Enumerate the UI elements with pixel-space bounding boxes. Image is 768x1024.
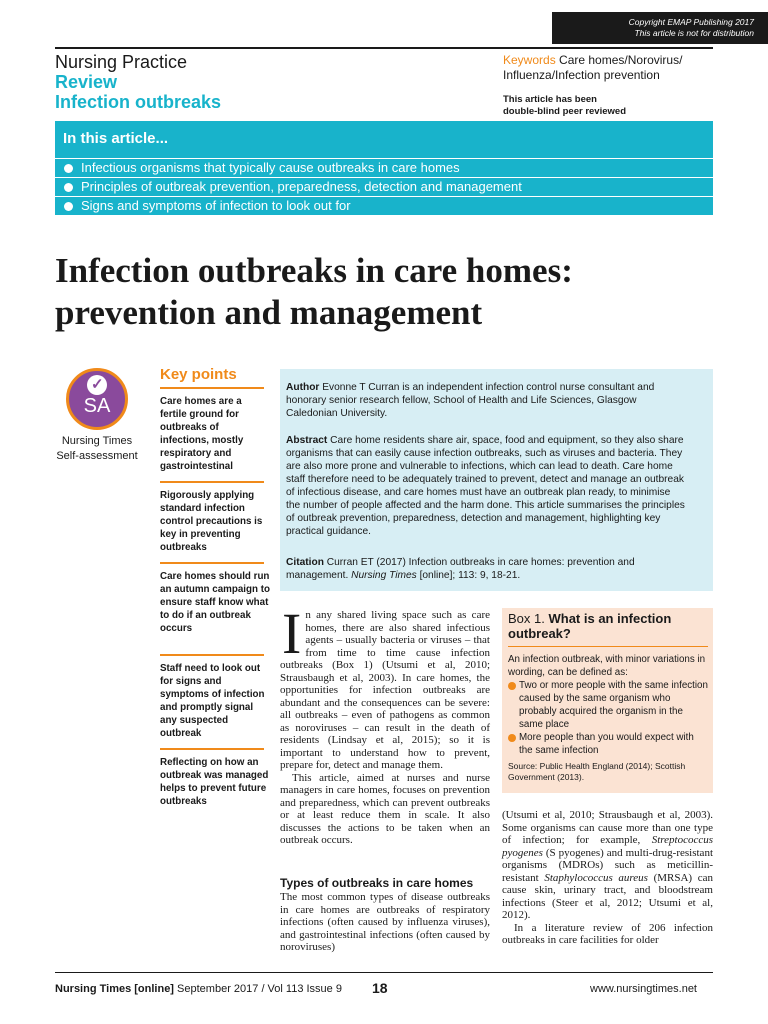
body-paragraph-1: outbreaks (Box 1) (Utsumi et al, 2010; Strausbaugh et al, 2003). In care homes, the opportunities for infection outbreaks are abundant and the consequences can be severe: all outbreaks – even of pathogens as common as noroviruses – can result in the death of residents (Lindsay et al, 2015); so it is important to understand how to prevent, prepare for, detect and manage them. <box>280 659 490 771</box>
body-paragraph-1-lead: n any shared living space such as care homes, there are also shared infectious agents – usually bacteria or viruses – that from time to time cause infection <box>305 609 490 659</box>
author-paragraph <box>286 381 686 420</box>
bullet-icon <box>508 734 516 742</box>
box-1-bullet: Two or more people with the same infection caused by the same organism who probably acquired the organism in the same place <box>519 680 708 730</box>
bullet-icon <box>508 682 516 690</box>
in-article-item <box>55 196 713 215</box>
box-1-divider <box>508 646 708 647</box>
citation-text: Curran ET (2017) Infection outbreaks in care homes: prevention and management. <box>286 557 635 581</box>
in-article-item-text: Principles of outbreak prevention, preparedness, detection and management <box>81 179 522 194</box>
footer-journal-name: Nursing Times [online] <box>55 983 174 995</box>
abstract-label: Abstract <box>286 435 328 446</box>
review-note-line-2: double-blind peer reviewed <box>503 106 626 117</box>
section-line-3: Infection outbreaks <box>55 92 222 112</box>
key-point: Care homes are a fertile ground for outbreaks of infections, mostly respiratory and gastrointestinal <box>160 396 244 472</box>
box-1-title: What is an infection outbreak? <box>508 611 672 641</box>
key-point: Care homes should run an autumn campaign to ensure staff know what to do if an outbreak occurs <box>160 571 270 634</box>
key-points-divider <box>160 748 264 750</box>
badge-initials: SA <box>83 395 111 417</box>
key-points-title: Key points <box>160 366 237 383</box>
distribution-line: This article is not for distribution <box>634 28 754 38</box>
in-article-item <box>55 158 713 177</box>
footer-url: www.nursingtimes.net <box>590 983 697 995</box>
title-line-1: Infection outbreaks in care homes: <box>55 251 573 290</box>
box-1 <box>502 608 713 793</box>
box-1-heading <box>508 611 708 641</box>
in-this-article-box <box>55 121 713 215</box>
citation-label: Citation <box>286 557 324 568</box>
citation-details: [online]; 113: 9, 18-21. <box>419 570 521 581</box>
col2-text: (Utsumi et al, 2010; Strausbaugh et al, 2003). Some organisms can cause more than one type of infection; for example, <box>502 809 713 846</box>
in-article-item-text: Infectious organisms that typically cause outbreaks in care homes <box>81 160 460 175</box>
footer-issue: September 2017 / Vol 113 Issue 9 <box>177 983 342 995</box>
keywords <box>503 53 713 83</box>
review-note-line-1: This article has been <box>503 94 597 105</box>
citation-paragraph <box>286 556 686 582</box>
box-1-intro: An infection outbreak, with minor variations in wording, can be defined as: <box>508 654 706 678</box>
copyright-line: Copyright EMAP Publishing 2017 <box>628 17 754 27</box>
section-line-1: Nursing Practice <box>55 52 188 72</box>
key-points-divider <box>160 481 264 483</box>
box-1-source: Source: Public Health England (2014); Scottish Government (2013). <box>508 761 686 782</box>
body-column-1 <box>280 601 490 869</box>
citation-journal: Nursing Times <box>351 570 417 581</box>
col2-text: and multi-drug-resistant organisms (MDROs) such as meticillin-resistant <box>502 846 713 884</box>
body-column-2 <box>502 809 713 947</box>
badge-label: Nursing Times Self-assessment <box>56 435 138 462</box>
body-paragraph-2: This article, aimed at nurses and nurse managers in care homes, focuses on prevention and preparedness, which can prevent outbreaks or at least reduce them in scale. It also discusses the actions to be taken when an outbreak occurs. <box>280 771 490 846</box>
key-points-divider <box>160 387 264 389</box>
abstract-text: Care home residents share air, space, food and equipment, so they also share organisms that can easily cause infection outbreaks, such as viruses and bacteria. They are also more prone and vulnerable to infections, which can lead to death. Care home staff therefore need to be adequately trained to prevent, detect and manage an outbreak of infectious disease, and care homes must have an outbreak plan ready, to minimise the number of people affected and the harm done. This article summarises the principles of outbreak prevention, preparedness, detection and management, highlighting key practical guidance. <box>286 435 685 537</box>
page-number: 18 <box>372 980 388 996</box>
subheading: Types of outbreaks in care homes <box>280 876 474 890</box>
key-point: Rigorously applying standard infection control precautions is key in preventing outbreaks <box>160 490 263 553</box>
author-text: Evonne T Curran is an independent infection control nurse consultant and honorary senior research fellow, School of Health and Life Sciences, Glasgow Caledonian University. <box>286 382 655 419</box>
bullet-icon <box>64 164 73 173</box>
bullet-icon <box>64 202 73 211</box>
key-point: Reflecting on how an outbreak was managed helps to prevent future outbreaks <box>160 757 269 807</box>
footer-divider <box>55 972 713 973</box>
top-divider <box>55 47 713 49</box>
title-line-2: prevention and management <box>55 293 483 332</box>
author-abstract-box <box>280 369 713 591</box>
author-label: Author <box>286 382 320 393</box>
section-line-2: Review <box>55 72 118 92</box>
col2-text: (MRSA) can cause skin, urinary tract, and bloodstream infections (Steer et al, 2012; Utsumi et al, 2012). <box>502 871 714 921</box>
key-points-divider <box>160 562 264 564</box>
abstract-paragraph <box>286 434 686 538</box>
col2-paragraph-2: In a literature review of 206 infection outbreaks in care facilities for older <box>502 921 713 946</box>
col2-organism: Staphylococcus aureus <box>544 871 648 884</box>
in-this-article-title: In this article... <box>63 130 169 147</box>
key-points-divider <box>160 654 264 656</box>
keywords-text: Care homes/Norovirus/ Influenza/Infection prevention <box>503 53 683 82</box>
checkmark-icon: ✓ <box>87 375 107 395</box>
box-1-number: Box 1. <box>508 611 545 626</box>
section-header <box>55 52 221 112</box>
body-paragraph-3: The most common types of disease outbreaks in care homes are outbreaks of respiratory infections (often caused by influenza viruses), and gastrointestinal infections (often caused by noroviruses) <box>280 891 490 953</box>
footer-journal <box>55 983 342 995</box>
col2-text: (S pyogenes) <box>545 846 604 859</box>
self-assessment-badge-icon <box>66 368 128 430</box>
bullet-icon <box>64 183 73 192</box>
keywords-label: Keywords <box>503 53 556 67</box>
article-title <box>55 250 715 334</box>
box-1-bullet: More people than you would expect with the same infection <box>519 732 694 756</box>
copyright-notice <box>552 12 768 44</box>
drop-cap: I <box>282 601 302 666</box>
key-point: Staff need to look out for signs and symptoms of infection and promptly signal any suspected outbreak <box>160 663 265 739</box>
peer-review-note <box>503 94 626 118</box>
col2-organism: Streptococcus pyogenes <box>502 834 713 859</box>
in-article-item <box>55 177 713 196</box>
in-article-item-text: Signs and symptoms of infection to look out for <box>81 198 351 213</box>
